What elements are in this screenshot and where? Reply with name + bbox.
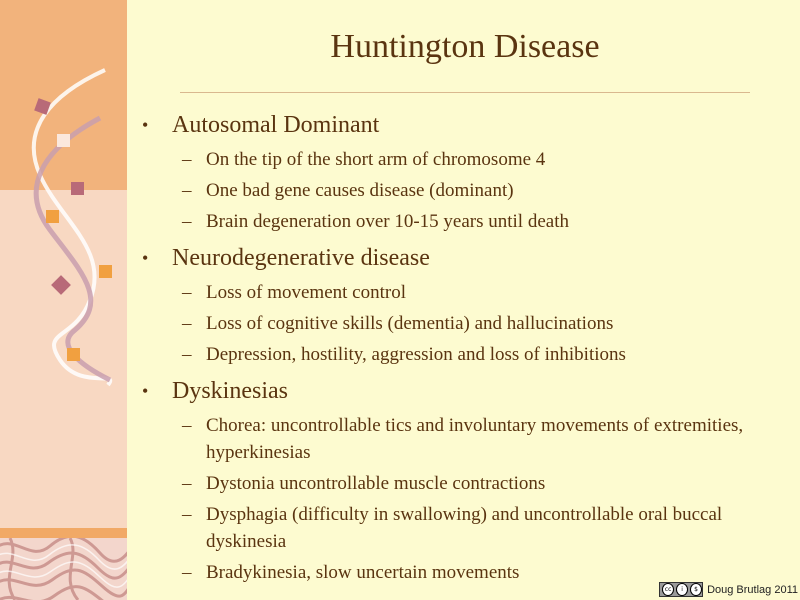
sub-bullet-item: [142, 341, 772, 368]
bullet-icon: •: [142, 115, 149, 135]
bullet-icon: •: [142, 381, 149, 401]
footer-credit: [659, 582, 798, 597]
sub-bullet-text: Depression, hostility, aggression and loss of inhibitions: [206, 344, 626, 365]
sub-bullet-item: [142, 279, 772, 306]
sub-bullet-item: [142, 208, 772, 235]
sidebar-accent-band: [0, 528, 127, 538]
sub-bullet-text: One bad gene causes disease (dominant): [206, 180, 514, 201]
square-marker: [57, 134, 70, 147]
dash-icon: –: [182, 504, 192, 525]
decorative-swirl-pattern: [0, 538, 127, 600]
dash-icon: –: [182, 313, 192, 334]
sub-bullet-text: Bradykinesia, slow uncertain movements: [206, 562, 520, 583]
slide-content: [142, 106, 772, 586]
sub-bullet-text: Chorea: uncontrollable tics and involuntary movements of extremities, hyperkinesias: [206, 415, 744, 463]
decorative-sidebar: [0, 0, 127, 600]
bullet-text: Dyskinesias: [172, 378, 288, 404]
dash-icon: –: [182, 149, 192, 170]
bullet-text: Neurodegenerative disease: [172, 245, 430, 271]
sub-bullet-text: Brain degeneration over 10-15 years until death: [206, 211, 569, 232]
title-divider: [180, 92, 750, 93]
dash-icon: –: [182, 211, 192, 232]
dash-icon: –: [182, 562, 192, 583]
sub-bullet-item: [142, 412, 772, 466]
sub-bullet-text: On the tip of the short arm of chromosome 4: [206, 149, 546, 170]
dash-icon: –: [182, 344, 192, 365]
bullet-icon: •: [142, 248, 149, 268]
dash-icon: –: [182, 415, 192, 436]
sidebar-pattern-panel: [0, 538, 127, 600]
dash-icon: –: [182, 282, 192, 303]
square-marker: [99, 265, 112, 278]
square-marker: [46, 210, 59, 223]
creative-commons-icon: cc i $: [659, 582, 703, 597]
sub-bullet-text: Dystonia uncontrollable muscle contractions: [206, 473, 546, 494]
sub-bullet-item: [142, 501, 772, 555]
sub-bullet-item: [142, 310, 772, 337]
sub-bullet-item: [142, 177, 772, 204]
dna-strand-decoration: [0, 0, 127, 420]
sub-bullet-item: [142, 470, 772, 497]
dash-icon: –: [182, 473, 192, 494]
sub-bullet-item: [142, 146, 772, 173]
sub-bullet-text: Loss of movement control: [206, 282, 406, 303]
author-credit: Doug Brutlag 2011: [707, 583, 798, 596]
bullet-item: [142, 243, 772, 273]
square-marker: [67, 348, 80, 361]
square-marker: [71, 182, 84, 195]
bullet-text: Autosomal Dominant: [172, 112, 380, 138]
slide-title: Huntington Disease: [330, 28, 600, 65]
bullet-item: [142, 110, 772, 140]
diamond-marker: [51, 275, 71, 295]
sub-bullet-text: Dysphagia (difficulty in swallowing) and uncontrollable oral buccal dyskinesia: [206, 504, 723, 552]
bullet-item: [142, 376, 772, 406]
sub-bullet-text: Loss of cognitive skills (dementia) and hallucinations: [206, 313, 614, 334]
dash-icon: –: [182, 180, 192, 201]
